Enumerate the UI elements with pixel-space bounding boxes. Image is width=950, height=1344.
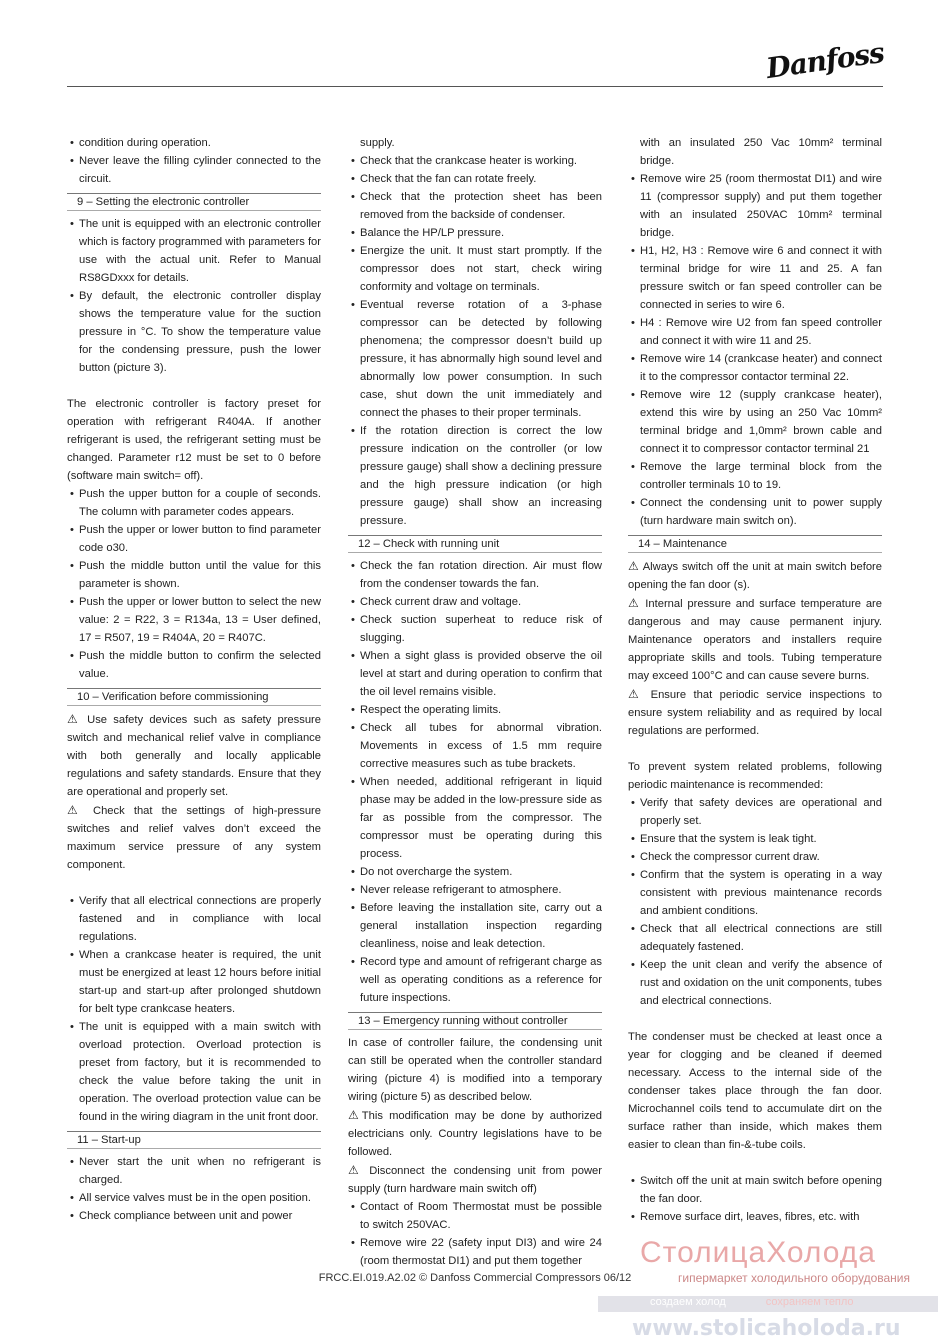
list-item: • Confirm that the system is operating in a way consistent with previous maintenance records and ambient conditions. xyxy=(628,866,882,920)
list-item: • Before leaving the installation site, carry out a general installation inspection regarding cleanliness, noise and leak detection. xyxy=(348,899,602,953)
warning-paragraph: ⚠ Internal pressure and surface temperature are dangerous and may cause permanent injury. Maintenance operators and installers require appropriate skills and tools. Tubing temperature may exceed 100°C and can cause severe burns. xyxy=(628,596,882,682)
list-item: • All service valves must be in the open position. xyxy=(67,1189,321,1207)
list-item: • Record type and amount of refrigerant charge as well as operating conditions as a reference for future inspections. xyxy=(348,953,602,1007)
list-item: • H1, H2, H3 : Remove wire 6 and connect it with terminal bridge for wire 11 and 25. A fan pressure switch or fan speed controller can be connected in series to wire 6. xyxy=(628,242,882,314)
warning-icon: ⚠ xyxy=(628,596,641,610)
list-item: • Respect the operating limits. xyxy=(348,701,602,719)
list-item: • Switch off the unit at main switch before opening the fan door. xyxy=(628,1172,882,1208)
list-item: • Contact of Room Thermostat must be possible to switch 250VAC. xyxy=(348,1198,602,1234)
warning-paragraph: ⚠ Ensure that periodic service inspections to ensure system reliability and as required by local regulations are performed. xyxy=(628,687,882,737)
list-item: • Check that the fan can rotate freely. xyxy=(348,170,602,188)
watermark-slogan-bar xyxy=(598,1296,938,1312)
list-item: • Remove surface dirt, leaves, fibres, etc. with xyxy=(628,1208,882,1226)
maintenance-list xyxy=(628,794,882,1010)
section-heading-13: 13 – Emergency running without controller xyxy=(348,1012,602,1030)
warning-paragraph: ⚠ Always switch off the unit at main switch before opening the fan door (s). xyxy=(628,559,883,591)
list-item: • Push the middle button to confirm the selected value. xyxy=(67,647,321,683)
list-item: • Check that the crankcase heater is working. xyxy=(348,152,602,170)
list-item: • Balance the HP/LP pressure. xyxy=(348,224,602,242)
list-item: • Check compliance between unit and power xyxy=(67,1207,321,1225)
section-9-list xyxy=(67,215,321,377)
list-item: • Verify that safety devices are operational and properly set. xyxy=(628,794,882,830)
steps-list xyxy=(67,485,321,683)
column-3 xyxy=(628,134,882,1226)
list-item: • The unit is equipped with a main switch with overload protection. Overload protection is preset from factory, but it is recommended to check the value before taking the unit in operation. The overload protection value can be found in the wiring diagram in the unit front door. xyxy=(67,1018,321,1126)
cleaning-list xyxy=(628,1172,882,1226)
list-item: • Keep the unit clean and verify the absence of rust and oxidation on the unit components, tubes and electrical connections. xyxy=(628,956,882,1010)
list-item: • Check current draw and voltage. xyxy=(348,593,602,611)
list-item: • Check suction superheat to reduce risk of slugging. xyxy=(348,611,602,647)
watermark-slogan-left: создаем холод xyxy=(650,1296,726,1308)
list-item: • Push the upper or lower button to select the new value: 2 = R22, 3 = R134a, 13 = User defined, 17 = R507, 19 = R404A, 20 = R407C. xyxy=(67,593,321,647)
section-heading-9: 9 – Setting the electronic controller xyxy=(67,193,321,211)
list-item: supply. xyxy=(360,137,395,149)
section-13-list xyxy=(348,1198,602,1270)
list-item: • Check the fan rotation direction. Air must flow from the condenser towards the fan. xyxy=(348,557,602,593)
list-item: • Check the compressor current draw. xyxy=(628,848,882,866)
list-item: • When a crankcase heater is required, the unit must be energized at least 12 hours before initial start-up and start-up after prolonged shutdown for belt type crankcase heaters. xyxy=(67,946,321,1018)
list-item: • Energize the unit. It must start promptly. If the compressor does not start, check wiring conformity and voltage on terminals. xyxy=(348,242,602,296)
watermark-url: www.stolicaholoda.ru xyxy=(632,1316,901,1341)
paragraph: The electronic controller is factory preset for operation with refrigerant R404A. If another refrigerant is used, the refrigerant setting must be changed. Parameter r12 must be set to 0 before (software main switch= off). xyxy=(67,398,321,482)
paragraph: To prevent system related problems, following periodic maintenance is recommended: xyxy=(628,761,882,791)
warning-paragraph: ⚠This modification may be done by authorized electricians only. Country legislations have to be followed. xyxy=(348,1108,602,1158)
list-item: • condition during operation. xyxy=(67,134,321,152)
column-2 xyxy=(348,134,602,1270)
list-item: • Check that all electrical connections are still adequately fastened. xyxy=(628,920,882,956)
list-item: • Never leave the filling cylinder connected to the circuit. xyxy=(67,152,321,188)
section-10-list xyxy=(67,892,321,1126)
list-item: • Never release refrigerant to atmosphere. xyxy=(348,881,602,899)
section-heading-12: 12 – Check with running unit xyxy=(348,535,602,553)
list-item: • Check that the protection sheet has been removed from the backside of condenser. xyxy=(348,188,602,224)
paragraph: In case of controller failure, the condensing unit can still be operated when the controller standard wiring (picture 4) is modified into a temporary wiring (picture 5) as described below. xyxy=(348,1037,602,1103)
list-item: • Connect the condensing unit to power supply (turn hardware main switch on). xyxy=(628,494,882,530)
watermark-name: СтолицаХолода xyxy=(640,1236,876,1269)
list-item: • Remove wire 12 (supply crankcase heater), extend this wire by using an 250 Vac 10mm² terminal bridge and 1,0mm² brown cable and connect it to compressor contactor terminal 21 xyxy=(628,386,882,458)
list-item: • Check all tubes for abnormal vibration. Movements in excess of 1.5 mm require corrective measures such as tube brackets. xyxy=(348,719,602,773)
list-item: with an insulated 250 Vac 10mm² terminal bridge. xyxy=(640,137,882,167)
warning-icon: ⚠ xyxy=(348,1108,362,1122)
list-item: • When needed, additional refrigerant in liquid phase may be added in the low-pressure side as far as possible from the compressor. The compressor must be operating during this process. xyxy=(348,773,602,863)
list-item: • Do not overcharge the system. xyxy=(348,863,602,881)
danfoss-logo: Danfoss xyxy=(764,35,886,86)
warning-paragraph: ⚠ Disconnect the condensing unit from power supply (turn hardware main switch off) xyxy=(348,1163,603,1195)
section-11-list xyxy=(67,1153,321,1225)
watermark-slogan-right: сохраняем тепло xyxy=(765,1296,854,1308)
list-item: • Never start the unit when no refrigerant is charged. xyxy=(67,1153,321,1189)
list-item: • When a sight glass is provided observe the oil level at start and during operation to confirm that the oil level remains visible. xyxy=(348,647,602,701)
warning-icon: ⚠ xyxy=(67,712,81,726)
header-rule xyxy=(67,86,883,87)
list-item: • Push the upper button for a couple of seconds. The column with parameter codes appears. xyxy=(67,485,321,521)
warning-icon: ⚠ xyxy=(348,1163,363,1177)
section-heading-11: 11 – Start-up xyxy=(67,1131,321,1149)
page-footer: FRCC.EI.019.A2.02 © Danfoss Commercial Compressors 06/12 xyxy=(318,1272,632,1284)
warning-paragraph: ⚠ Check that the settings of high-pressure switches and relief valves don’t exceed the maximum service pressure of any system component. xyxy=(67,803,321,871)
wiring-list xyxy=(628,170,882,530)
warning-icon: ⚠ xyxy=(628,687,644,701)
list-item: • The unit is equipped with an electronic controller which is factory programmed with parameters for use with the actual unit. Refer to Manual RS8GDxxx for details. xyxy=(67,215,321,287)
section-12-list xyxy=(348,557,602,1007)
list-item: • Remove wire 22 (safety input DI3) and wire 24 (room thermostat DI1) and put them together xyxy=(348,1234,602,1270)
warning-icon: ⚠ xyxy=(628,559,640,573)
list-item: • Remove wire 14 (crankcase heater) and connect it to the compressor contactor terminal 22. xyxy=(628,350,882,386)
list-item: • Push the upper or lower button to find parameter code o30. xyxy=(67,521,321,557)
intro-list xyxy=(67,134,321,188)
list-item: • Eventual reverse rotation of a 3-phase compressor can be detected by following phenomena; the compressor doesn’t build up pressure, it has abnormally high sound level and abnormally low power consumption. In such case, shut down the unit immediately and connect the phases to their proper terminals. xyxy=(348,296,602,422)
continued-text xyxy=(628,134,882,170)
list-item: • H4 : Remove wire U2 from fan speed controller and connect it with wire 11 and 25. xyxy=(628,314,882,350)
startup-list xyxy=(348,152,602,530)
watermark-tagline: гипермаркет холодильного оборудования xyxy=(678,1271,910,1285)
list-item: • Verify that all electrical connections are properly fastened and in compliance with local regulations. xyxy=(67,892,321,946)
list-item: • Remove wire 25 (room thermostat DI1) and wire 11 (compressor supply) and put them together with an insulated 250VAC 10mm² terminal bridge. xyxy=(628,170,882,242)
column-1 xyxy=(67,134,321,1225)
list-item: • Remove the large terminal block from the controller terminals 10 to 19. xyxy=(628,458,882,494)
list-item: • If the rotation direction is correct the low pressure indication on the controller (or low pressure gauge) shall show a declining pressure and the high pressure indication (or high pressure gauge) shall show an increasing pressure. xyxy=(348,422,602,530)
list-item: • Ensure that the system is leak tight. xyxy=(628,830,882,848)
warning-paragraph: ⚠ Use safety devices such as safety pressure switch and mechanical relief valve in compliance with both generally and locally applicable regulations and safety standards. Ensure that they are operational and properly set. xyxy=(67,712,321,798)
section-heading-14: 14 – Maintenance xyxy=(628,535,882,553)
section-heading-10: 10 – Verification before commissioning xyxy=(67,688,321,706)
warning-icon: ⚠ xyxy=(67,803,84,817)
continued-text xyxy=(348,134,602,152)
list-item: • Push the middle button until the value for this parameter is shown. xyxy=(67,557,321,593)
paragraph: The condenser must be checked at least once a year for clogging and be cleaned if deemed necessary. Access to the internal side of the condenser takes place through the fan door. Microchannel coils tend to accumulate dirt on the surface rather than inside, which makes them easier to clean than fin-&-tube coils. xyxy=(628,1031,882,1151)
list-item: • By default, the electronic controller display shows the temperature value for the suction pressure in °C. To show the temperature value for the condensing pressure, push the lower button (picture 3). xyxy=(67,287,321,377)
